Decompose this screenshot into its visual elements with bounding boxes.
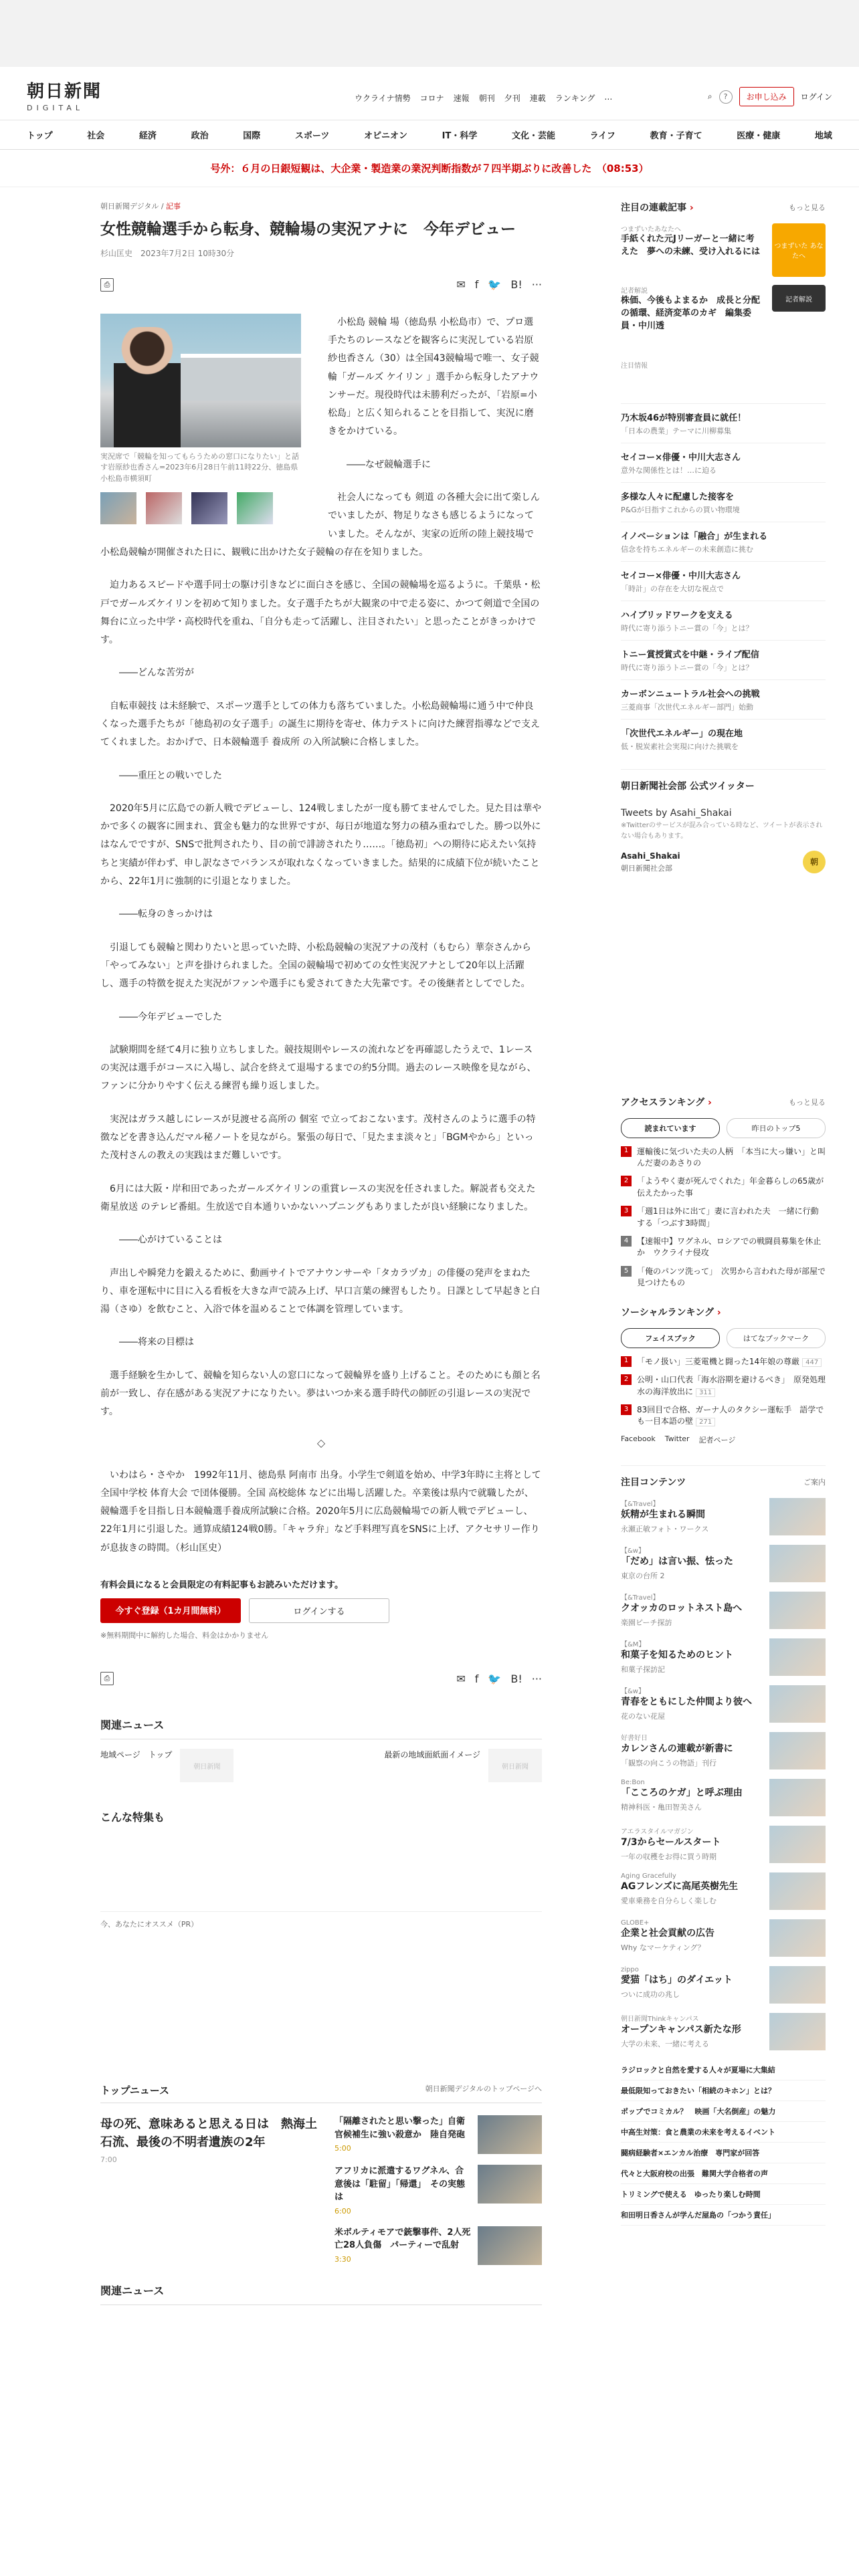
- reporter-page-link[interactable]: 記者ページ: [698, 1435, 736, 1444]
- pr-list: [621, 403, 826, 758]
- ranking-heading: アクセスランキング: [621, 1097, 705, 1108]
- content-label: 【&M】: [621, 1640, 646, 1648]
- browser-top-bar: [0, 0, 859, 67]
- social-count: 311: [696, 1388, 715, 1397]
- print-icon[interactable]: ⎙: [100, 1672, 114, 1685]
- question: ――将来の目標は: [119, 1337, 194, 1348]
- content-label: 【&Travel】: [621, 1594, 660, 1602]
- breadcrumb: 朝日新聞デジタル / 記事: [100, 202, 181, 211]
- help-icon[interactable]: ?: [719, 90, 733, 104]
- content-image: [769, 1638, 826, 1676]
- content-sub: 「観察の向こうの物語」刊行: [621, 1759, 717, 1768]
- question: ――どんな苦労が: [119, 667, 194, 679]
- share-icons: [456, 278, 542, 291]
- content-sub: 愛車乗務を自分らしく楽しむ: [621, 1897, 717, 1906]
- content-label: Aging Gracefully: [621, 1872, 676, 1880]
- topnews-link[interactable]: 朝日新聞デジタルのトップページへ: [425, 2084, 542, 2094]
- content-item[interactable]: [621, 1779, 826, 1816]
- content-sub: 楽園ピーチ探訪: [621, 1618, 672, 1628]
- top-link-ukraine[interactable]: ウクライナ情勢: [355, 94, 411, 103]
- content-image: [769, 1779, 826, 1816]
- paragraph: 迫力あるスピードや選手同士の駆け引きなどに面白さを感じ、全国の競輪場を巡るように。千葉県・松戸でガールズケイリンを初めて知りました。女子選手たちが大観衆の中で走る姿に、かつて剣道で全国の舞台に立った中学・高校時代を重ね、「自分も走って活躍し、注目されたい」と思ったことがきっかけです。: [100, 580, 541, 646]
- pr-sub: 三菱商事「次世代エネルギー部門」始動: [621, 702, 753, 712]
- breaking-news-banner[interactable]: 号外：６月の日銀短観は、大企業・製造業の業況判断指数が７四半期ぶりに改善した （08:53）: [0, 150, 859, 187]
- topnews-item[interactable]: [335, 2115, 542, 2154]
- content-title: 和菓子を知るためのヒント: [621, 1649, 733, 1660]
- related-thumbnail: 朝日新聞: [180, 1749, 233, 1782]
- facebook-link[interactable]: Facebook: [621, 1434, 656, 1443]
- top-link-serial[interactable]: 連載: [529, 94, 546, 103]
- topnews-lead[interactable]: [100, 2115, 321, 2276]
- content-item[interactable]: [621, 1545, 826, 1582]
- paragraph: 実況はガラス越しにレースが見渡せる高所の 個室 で立っておこないます。茂村さんのように選手の特徴などを書き込んだマル秘ノートを見ながら。緊張の毎日で、「見たまま淡々と」「BGMやから」といった茂村さんの教えの実践はまだ難しいです。: [100, 1113, 536, 1162]
- twitter-avatar: 朝: [803, 851, 826, 873]
- login-button[interactable]: ログインする: [249, 1598, 389, 1623]
- thumbnail[interactable]: [100, 492, 136, 524]
- recommend-pr-label: 今、あなたにオススメ（PR）: [100, 1911, 542, 1929]
- content-title: カレンさんの連載が新書に: [621, 1743, 733, 1754]
- pr-sub: 「時計」の存在を大切な視点で: [621, 584, 724, 593]
- social-item-title: 公明・山口代表「海水浴期を避けるべき」 原発処理水の海洋放出に: [637, 1375, 826, 1396]
- hatena-bookmark-icon[interactable]: B!: [510, 1672, 522, 1685]
- social-tabs: [621, 1328, 826, 1348]
- content-list: [621, 1498, 826, 2050]
- more-share-icon[interactable]: ···: [531, 1672, 542, 1685]
- paragraph: 自転車競技 は未経験で、スポーツ選手としての体力も落ちていました。小松島競輪場に通う中で仲良くなった選手たちが「徳島初の女子選手」の誕生に期待を寄せ、体力テストに向けた練習指導などで支えてくれました。おかげで、日本競輪選手 養成所 の入所試験に合格しました。: [100, 700, 541, 748]
- topnews-item-image: [478, 2226, 542, 2265]
- topnews-grid: [100, 2115, 542, 2276]
- apply-button[interactable]: お申し込み: [739, 87, 794, 106]
- pr-sub: 「日本の農業」テーマに川柳募集: [621, 426, 731, 435]
- question: ――心がけていることは: [119, 1235, 222, 1246]
- content-title: オープンキャンパス新たな形: [621, 2024, 741, 2035]
- hatena-bookmark-icon[interactable]: B!: [510, 278, 522, 292]
- thumbnail[interactable]: [146, 492, 182, 524]
- thumbnail[interactable]: [191, 492, 227, 524]
- question: ――今年デビューでした: [119, 1011, 222, 1023]
- content-label: GLOBE+: [621, 1919, 650, 1927]
- nav-health[interactable]: 医療・健康: [737, 131, 781, 141]
- ranking-item-title: 「俺のパンツ洗って」 次男から言われた母が部屋で見つけたもの: [637, 1266, 826, 1288]
- promo-item[interactable]: 代々と大阪府校の出張 難関大学合格者の声: [621, 2163, 826, 2184]
- topnews-item-image: [478, 2165, 542, 2204]
- nav-it-science[interactable]: IT・科学: [442, 131, 478, 141]
- share-bar-bottom: [100, 1667, 542, 1690]
- top-links: [355, 92, 612, 104]
- content-image: [769, 1498, 826, 1535]
- content-image: [769, 1545, 826, 1582]
- serial-badge: つまずいた あなたへ: [772, 223, 826, 277]
- mail-icon[interactable]: ✉: [456, 278, 466, 292]
- content-title: 愛猫「はち」のダイエット: [621, 1974, 733, 1985]
- content-label: zippo: [621, 1965, 639, 1973]
- ranking-item[interactable]: 4 【速報中】ワグネル、ロシアでの戦闘員募集を休止か ウクライナ侵攻: [621, 1236, 826, 1259]
- nav-education[interactable]: 教育・子育て: [650, 131, 702, 141]
- pr-item[interactable]: [621, 679, 826, 719]
- pr-item[interactable]: [621, 522, 826, 561]
- content-label: 【&w】: [621, 1547, 645, 1555]
- content-title: 青春をともにした仲間より彼へ: [621, 1696, 752, 1707]
- serial-badge: 記者解説: [772, 285, 826, 312]
- share-icons: [456, 1673, 542, 1685]
- pr-title: セイコー×俳優・中川大志さん: [621, 452, 741, 463]
- section-divider: ◇: [316, 1436, 326, 1449]
- twitter-icon[interactable]: 🐦: [488, 278, 502, 292]
- promo-item[interactable]: トリミングで使える ゆったり楽しむ時間: [621, 2184, 826, 2205]
- content-image: [769, 1685, 826, 1723]
- register-button[interactable]: 今すぐ登録（1カ月間無料）: [100, 1598, 241, 1623]
- content-more-link[interactable]: ご案内: [803, 1477, 826, 1487]
- twitter-link[interactable]: Twitter: [664, 1434, 690, 1443]
- content-title: 「だめ」は言い振、怯った: [621, 1555, 733, 1567]
- content-header: [621, 1465, 826, 1489]
- content-label: 【&Travel】: [621, 1500, 660, 1508]
- site-header: [0, 67, 859, 120]
- ranking-item[interactable]: 1 運輸後に気づいた夫の人柄 「本当に大っ嫌い」と叫んだ妻のあさりの: [621, 1146, 826, 1170]
- serial-title: 株価、今後もよまるか 成長と分配の循環、経済変革のカギ 編集委員・中川透: [621, 296, 761, 331]
- social-item-title: 83回目で合格、ガーナ人のタクシー運転手 語学でも一目本語の壁: [637, 1405, 824, 1426]
- nav-sports[interactable]: スポーツ: [294, 131, 330, 141]
- content-sub: 永瀬正敏フォト・ワークス: [621, 1525, 709, 1534]
- sidebar: [621, 201, 826, 2226]
- member-buttons: [100, 1598, 542, 1623]
- serial-card[interactable]: [621, 285, 826, 333]
- special-feature-heading: こんな特集も: [100, 1811, 165, 1824]
- pr-title: セイコー×俳優・中川大志さん: [621, 570, 741, 581]
- breadcrumb-home[interactable]: 朝日新聞デジタル: [100, 202, 159, 211]
- logo-subtext: DIGITAL: [27, 104, 84, 112]
- pr-sub: P&Gが目指すこれからの買い物環境: [621, 505, 740, 514]
- nav-international[interactable]: 国際: [243, 131, 261, 141]
- nav-politics[interactable]: 政治: [191, 131, 209, 141]
- content-sub: ついに成功の兆し: [621, 1990, 680, 2000]
- top-link-evening[interactable]: 夕刊: [504, 94, 520, 103]
- pr-sub: 時代に寄り添うトニー賞の「今」とは？: [621, 623, 753, 633]
- paragraph: 声出しや瞬発力を鍛えるために、動画サイトでアナウンサーや「タカラヅカ」の俳優の発声をまねたり、車を運転中に目に入る看板を大きな声で読み上げ、早口言葉の練習もしたり。日課として早起きと白湯（さゆ）を飲むこと、入浴で体を温めることで体調を管理しています。: [100, 1267, 541, 1315]
- article-title: 女性競輪選手から転身、競輪場の実況アナに 今年デビュー: [100, 221, 516, 238]
- content-label: アエラスタイルマガジン: [621, 1828, 694, 1836]
- content-image: [769, 1872, 826, 1910]
- topnews-item-title: アフリカに派遣するワグネル、合意後は「駐留」「帰還」 その実態は: [335, 2166, 466, 2203]
- promo-item[interactable]: 闘病経験者×エンカル治療 専門家が回答: [621, 2143, 826, 2163]
- content-image: [769, 1826, 826, 1863]
- topnews-list: [335, 2115, 542, 2276]
- bottom-related-heading: 関連ニュース: [100, 2282, 542, 2305]
- profile-paragraph: いわはら・さやか 1992年11月、徳島県 阿南市 出身。小学生で剣道を始め、中学3年時に主将として全国中学校 体育大会 で団体優勝。全国 高校総体 などに出場し活躍した。卒業後は県内で就職したが、競輪選手を目指し日本競輪選手養成所試験に合格。2020年5月に広島競輪場での新人戦でデビューし、22年1月に引退した。通算成績124戦0勝。「キャラ弁」など手料理写真をSNSに上げ、アクセサリー作りが息抜きの時間。（杉山匡史）: [100, 1469, 541, 1553]
- topnews-item-time: 6:00: [335, 2206, 351, 2216]
- print-icon[interactable]: ⎙: [100, 278, 114, 292]
- arrow-right-icon: ›: [708, 1097, 712, 1108]
- ranking-more-link[interactable]: もっと見る: [789, 1097, 826, 1107]
- serial-label: 記者解説: [621, 288, 648, 295]
- nav-society[interactable]: 社会: [87, 131, 105, 141]
- pr-title: イノベーションは「融合」が生まれる: [621, 531, 768, 542]
- content-label: 好書好日: [621, 1734, 648, 1742]
- twitter-header: [621, 769, 826, 792]
- twitter-heading: 朝日新聞社会部 公式ツイッター: [621, 780, 755, 792]
- content-sub: 一年の収穫をお得に買う時期: [621, 1852, 717, 1862]
- content-image: [769, 2013, 826, 2050]
- content-item[interactable]: [621, 2013, 826, 2050]
- ranking-item[interactable]: 3 「週1日は外に出て」妻に言われた夫 一緒に行動する「つぶす3時間」: [621, 1206, 826, 1229]
- promo-list: [621, 2060, 826, 2226]
- social-item[interactable]: 2 公明・山口代表「海水浴期を避けるべき」 原発処理水の海洋放出に 311: [621, 1374, 826, 1398]
- related-thumbnail: 朝日新聞: [488, 1749, 542, 1782]
- ranking-item-title: 運輸後に気づいた夫の人柄 「本当に大っ嫌い」と叫んだ妻のあさりの: [637, 1146, 826, 1168]
- social-item[interactable]: 3 83回目で合格、ガーナ人のタクシー運転手 語学でも一目本語の壁 271: [621, 1404, 826, 1428]
- topnews-item-time: 5:00: [335, 2144, 351, 2153]
- social-links: [621, 1434, 826, 1445]
- content-sub: 和菓子探訪記: [621, 1665, 665, 1675]
- twitter-embed: [621, 806, 826, 875]
- topnews-item-title: 「隔離されたと思い撃った」自衛官候補生に強い殺意か 陸自発砲: [335, 2117, 466, 2140]
- nav-top[interactable]: トップ: [27, 131, 53, 141]
- social-count: 447: [802, 1358, 822, 1367]
- topnews-item-time: 3:30: [335, 2254, 351, 2264]
- serial-more-link[interactable]: もっと見る: [789, 203, 826, 212]
- serial-title: 手紙くれた元Jリーガーと一緒に考えた 夢への未練、受け入れるには: [621, 234, 761, 257]
- mail-icon[interactable]: ✉: [456, 1672, 466, 1685]
- twitter-user[interactable]: [621, 850, 826, 875]
- pr-title: カーボンニュートラル社会への挑戦: [621, 689, 760, 700]
- content-item[interactable]: [621, 1498, 826, 1535]
- pr-label: 注目情報: [621, 362, 648, 370]
- article-main: [100, 201, 542, 2315]
- pr-item[interactable]: [621, 561, 826, 601]
- header-actions: [708, 87, 832, 106]
- topnews-item[interactable]: [335, 2226, 542, 2265]
- social-ranking-header: [621, 1305, 826, 1319]
- photo-thumbnails: [100, 492, 301, 524]
- content-image: [769, 1592, 826, 1629]
- content-heading: 注目コンテンツ: [621, 1477, 686, 1488]
- tab-most-read[interactable]: 読まれています: [621, 1118, 720, 1138]
- paragraph: 選手経験を生かして、競輪を知らない人の窓口になって競輪界を盛り上げること。そのためにも顔と名前が一致し、存在感がある実況アナになりたい。夢はいつか来る選手時代の師匠の引退レースの実況です。: [100, 1370, 541, 1418]
- tab-hatena[interactable]: はてなブックマーク: [727, 1328, 826, 1348]
- ranking-header: [621, 1095, 826, 1109]
- topnews-item-title: 米ボルティモアで銃撃事件、2人死亡28人負傷 パーティーで乱射: [335, 2227, 471, 2251]
- share-bar: [100, 274, 542, 296]
- content-item[interactable]: [621, 1966, 826, 2004]
- paragraph: 2020年5月に広島での新人戦でデビューし、124戦しましたが一度も勝てませんでした。見た目は華やかで多くの観客に囲まれ、賞金も魅力的な世界ですが、毎日が地道な努力の積み重ねでした。勝つ以外にはなんでですが、SNSで批判されたり、目の前で誹謗されたり……。「徳島初」への期待に応えたい気持ちと実績が伴わず、申し訳なさでバランスが取れなくなっていきました。結果的に成績下位が続いたことから、22年1月に強制的に引退となりました。: [100, 802, 542, 887]
- paragraph: 試験期間を経て4月に独り立ちしました。競技規則やレースの流れなどを再確認したうえで、1レースの実況は選手がコースに入場し、試合を終えて退場するまでの約5分間。過去のレース映像を見ながら、ファンに分かりやすく伝える練習も繰り返しました。: [100, 1044, 537, 1092]
- pr-title: ハイブリッドワークを支える: [621, 610, 733, 621]
- related-item-title: 地域ページ トップ: [100, 1750, 173, 1760]
- pr-item[interactable]: [621, 443, 826, 482]
- pr-sub: 低・脱炭素社会実現に向けた挑戦を: [621, 742, 739, 751]
- category-nav: [0, 120, 859, 150]
- content-sub: 精神科医・亀田智美さん: [621, 1803, 702, 1812]
- pr-item[interactable]: [621, 719, 826, 758]
- promo-item[interactable]: ポップでコミカル？ 映画「大名倒産」の魅力: [621, 2101, 826, 2122]
- pr-sub: 時代に寄り添うトニー賞の「今」とは？: [621, 663, 753, 672]
- content-item[interactable]: [621, 1826, 826, 1863]
- photo-caption: 実況席で「競輪を知ってもらうための窓口になりたい」と話す岩原紗也香さん=2023年6月28日午前11時22分、徳島県小松島市横須町: [100, 451, 299, 483]
- nav-economy[interactable]: 経済: [138, 131, 157, 141]
- arrow-right-icon: ›: [717, 1307, 721, 1318]
- topnews-lead-time: 7:00: [100, 2155, 117, 2165]
- paragraph: 小松島 競輪 場（徳島県 小松島市）で、プロ選手たちのレースなどを観客らに実況している岩原紗也香さん（30）は全国43競輪場で唯一、女子競輪「ガールズ ケイリン 」選手から転身したアナウンサーだ。現役時代は未勝利だったが、「岩原=小松島」と広く知られることを目指して、実況に磨きをかけている。: [328, 316, 539, 437]
- ranking-item[interactable]: 5 「俺のパンツ洗って」 次男から言われた母が部屋で見つけたもの: [621, 1266, 826, 1289]
- top-link-morning[interactable]: 朝刊: [478, 94, 495, 103]
- content-sub: 大学の未来、一緒に考える: [621, 2040, 709, 2049]
- pr-item[interactable]: [621, 601, 826, 640]
- question: ――重圧との戦いでした: [119, 770, 222, 781]
- twitter-icon[interactable]: 🐦: [488, 1672, 502, 1685]
- pr-sub: 信念を持ちエネルギーの未来創造に挑む: [621, 544, 753, 554]
- question: ――転身のきっかけは: [119, 909, 213, 920]
- twitter-user-sub: 朝日新聞社会部: [621, 864, 672, 873]
- twitter-user-name: Asahi_Shakai: [621, 851, 680, 861]
- social-item-title: 「モノ扱い」三菱電機と闘った14年娘の尊厳: [637, 1356, 800, 1366]
- content-sub: Why なマーケティング？: [621, 1943, 705, 1953]
- serial-heading: 注目の連載記事: [621, 203, 686, 213]
- top-link-breaking[interactable]: 速報: [453, 94, 470, 103]
- article-figure: [100, 314, 301, 525]
- site-logo[interactable]: [27, 78, 120, 112]
- thumbnail[interactable]: [237, 492, 273, 524]
- login-link[interactable]: ログイン: [800, 92, 832, 102]
- pr-title: トニー賞授賞式を中継・ライブ配信: [621, 649, 759, 660]
- social-count: 271: [696, 1418, 715, 1426]
- content-item[interactable]: [621, 1919, 826, 1957]
- serial-label: つまずいたあなたへ: [621, 226, 681, 233]
- top-link-ranking[interactable]: ランキング: [555, 94, 595, 103]
- ranking-item-title: 「ようやく妻が死んでくれた」年金暮らしの65歳が伝えたかった事: [637, 1176, 824, 1198]
- tab-facebook[interactable]: フェイスブック: [621, 1328, 720, 1348]
- related-news-heading: 関連ニュース: [100, 1717, 542, 1739]
- related-item[interactable]: [100, 1749, 233, 1782]
- social-item[interactable]: 1 「モノ扱い」三菱電機と闘った14年娘の尊厳 447: [621, 1356, 826, 1368]
- ranking-item-title: 「週1日は外に出て」妻に言われた夫 一緒に行動する「つぶす3時間」: [637, 1206, 819, 1228]
- logo-text: 朝日新聞: [27, 82, 102, 102]
- topnews-lead-title: 母の死、意味あると思える日は 熱海土石流、最後の不明者遺族の2年: [100, 2117, 317, 2150]
- nav-opinion[interactable]: オピニオン: [364, 131, 408, 141]
- content-image: [769, 1732, 826, 1769]
- serial-header: [621, 201, 826, 214]
- content-image: [769, 1966, 826, 2004]
- member-title: 有料会員になると会員限定の有料記事もお読みいただけます。: [100, 1580, 343, 1591]
- arrow-right-icon: ›: [689, 203, 694, 213]
- article-byline: 杉山匡史 2023年7月2日 10時30分: [100, 248, 235, 258]
- member-note: ※無料期間中に解約した場合、料金はかかりません: [100, 1631, 269, 1640]
- content-title: 7/3からセールスタート: [621, 1836, 721, 1848]
- ranking-tabs: [621, 1118, 826, 1138]
- pr-item[interactable]: [621, 640, 826, 679]
- promo-item[interactable]: ラジロックと自然を愛する人々が夏場に大集結: [621, 2060, 826, 2080]
- nav-culture[interactable]: 文化・芸能: [512, 131, 556, 141]
- paragraph: 6月には大阪・岸和田であったガールズケイリンの重賞レースの実況を任されました。解説者も交えた 衛星放送 のテレビ番組。生放送で自本通りいかないハプニングもありましたが良い経験になりました。: [100, 1183, 536, 1212]
- pr-title: 多様な人々に配慮した接客を: [621, 492, 735, 502]
- content-item[interactable]: [621, 1592, 826, 1629]
- content-item[interactable]: [621, 1872, 826, 1910]
- related-item-title: 最新の地域面紙面イメージ: [384, 1750, 480, 1760]
- topnews-item[interactable]: [335, 2165, 542, 2216]
- promo-item[interactable]: 最低限知っておきたい「相続のキホン」とは？: [621, 2080, 826, 2101]
- more-share-icon[interactable]: ···: [531, 278, 542, 292]
- content-item[interactable]: [621, 1685, 826, 1723]
- content-title: AGフレンズに高尾英樹先生: [621, 1881, 738, 1892]
- content-title: 企業と社会貢献の広告: [621, 1927, 714, 1939]
- related-item[interactable]: [384, 1749, 542, 1782]
- nav-life[interactable]: ライフ: [589, 131, 615, 141]
- pr-sub: 意外な関係性とは！…に迫る: [621, 465, 717, 475]
- pr-title: 乃木坂46が特別審査員に就任！: [621, 413, 747, 423]
- related-news-row: [100, 1749, 542, 1782]
- content-title: 「こころのケガ」と呼ぶ理由: [621, 1787, 743, 1798]
- tab-yesterday-top5[interactable]: 昨日のトップ5: [727, 1118, 826, 1138]
- topnews-heading: トップニュース: [100, 2084, 170, 2097]
- more-menu-icon[interactable]: …: [604, 92, 613, 102]
- content-image: [769, 1919, 826, 1957]
- content-title: 妖精が生まれる瞬間: [621, 1509, 705, 1520]
- content-title: クオッカのロットネスト島へ: [621, 1602, 743, 1614]
- article-body: [100, 314, 542, 1558]
- topnews-header: [100, 2083, 542, 2103]
- topnews-item-image: [478, 2115, 542, 2154]
- paragraph: 引退しても競輪と関わりたいと思っていた時、小松島競輪の実況アナの茂村（もむら）華奈さんから「やってみない」と声を掛けられました。全国の競輪場で初めての女性実況アナとして20年以上活躍し、選手の特徴を捉えた実況がファンや選手にも愛されてきた大先輩です。その後継者としてでした。: [100, 942, 531, 990]
- serial-card[interactable]: [621, 223, 826, 277]
- pr-item[interactable]: [621, 482, 826, 522]
- pr-title: 「次世代エネルギー」の現在地: [621, 728, 743, 739]
- nav-region[interactable]: 地域: [814, 131, 832, 141]
- content-item[interactable]: [621, 1638, 826, 1676]
- content-sub: 花のない花屋: [621, 1712, 665, 1721]
- content-label: 【&w】: [621, 1687, 645, 1695]
- pr-item[interactable]: [621, 403, 826, 443]
- content-label: 朝日新聞Thinkキャンパス: [621, 2015, 699, 2023]
- breadcrumb-current: 記事: [166, 202, 181, 211]
- content-label: Be:Bon: [621, 1778, 645, 1786]
- ranking-item-title: 【速報中】ワグネル、ロシアでの戦闘員募集を休止か ウクライナ侵攻: [637, 1237, 822, 1258]
- content-sub: 東京の台所 2: [621, 1572, 665, 1581]
- article-photo[interactable]: [100, 314, 301, 447]
- facebook-icon[interactable]: f: [474, 1672, 479, 1685]
- social-ranking-heading: ソーシャルランキング: [621, 1307, 714, 1318]
- facebook-icon[interactable]: f: [474, 278, 479, 292]
- twitter-note: ※Twitterのサービスが混み合っている時など、ツイートが表示されない場合もあります。: [621, 821, 823, 840]
- promo-item[interactable]: 和田明日香さんが学んだ屋島の「つかう責任」: [621, 2205, 826, 2226]
- tweets-by-label[interactable]: Tweets by Asahi_Shakai: [621, 807, 732, 819]
- promo-item[interactable]: 中高生対策：食と農業の未来を考えるイベント: [621, 2122, 826, 2143]
- content-item[interactable]: [621, 1732, 826, 1769]
- search-icon[interactable]: ⌕: [707, 92, 712, 101]
- paragraph: 社会人になっても 剣道 の各種大会に出て楽しんでいましたが、物足りなさも感じるようになっていました。そんなが、実家の近所の陸上競技場で小松島競輪が開催された日に、観戦に出かけた女子競輪の存在を知りました。: [100, 492, 540, 558]
- top-link-corona[interactable]: コロナ: [419, 94, 444, 103]
- ranking-item[interactable]: 2 「ようやく妻が死んでくれた」年金暮らしの65歳が伝えたかった事: [621, 1176, 826, 1199]
- question: ――なぜ競輪選手に: [347, 459, 431, 470]
